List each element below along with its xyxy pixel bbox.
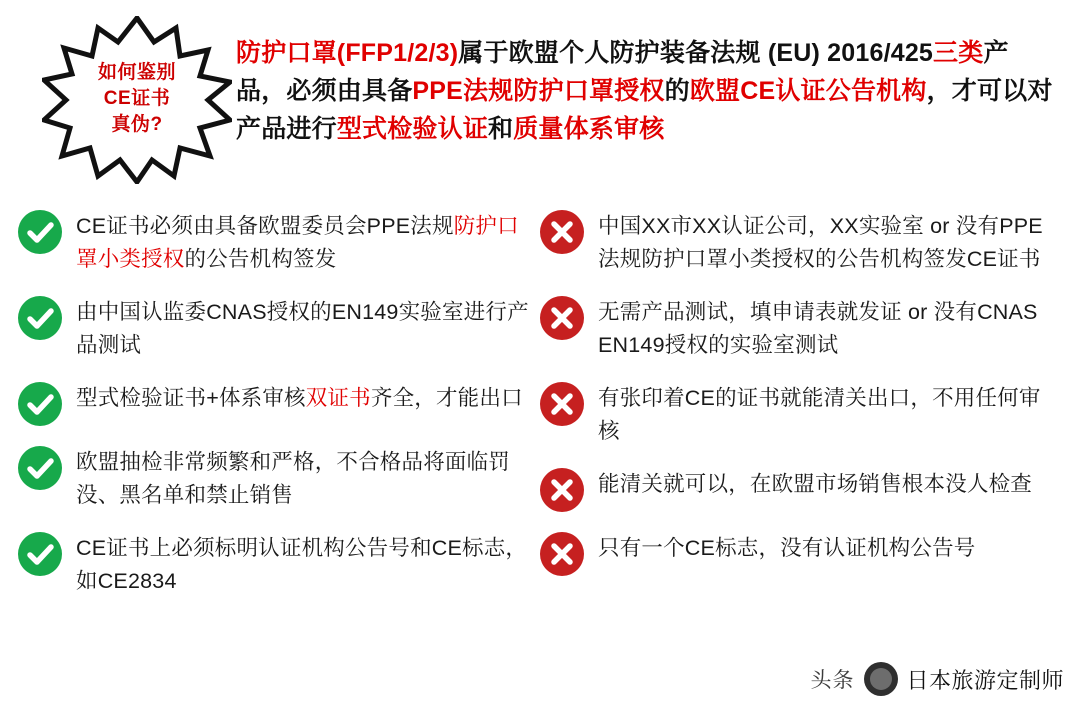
list-item-text: 只有一个CE标志，没有认证机构公告号 [598, 536, 976, 560]
seg-a: 型式检验证书+体系审核 [76, 386, 306, 410]
headline [236, 34, 1056, 148]
comparison-columns [0, 208, 1080, 678]
list-item-text [76, 380, 523, 415]
check-circle-icon [18, 532, 62, 576]
list-item-text: 无需产品测试，填申请表就发证 or 没有CNAS EN149授权的实验室测试 [598, 300, 1038, 357]
seg-b: 防护口罩小类授权 [76, 214, 519, 271]
header-banner [0, 0, 1080, 200]
cross-circle-icon [540, 468, 584, 512]
headline-seg-5: 的 [664, 77, 690, 105]
avatar-icon [864, 662, 898, 696]
headline-seg-7: ，才可以对产品进行 [236, 77, 1053, 143]
headline-seg-2: 三类 [933, 39, 984, 67]
list-item [18, 294, 538, 362]
seg-c: 齐全，才能出口 [370, 386, 523, 410]
check-circle-icon [18, 446, 62, 490]
check-circle-icon [18, 382, 62, 426]
list-item [540, 530, 1060, 576]
list-item [540, 294, 1060, 362]
list-item [18, 380, 538, 426]
list-item [18, 444, 538, 512]
starburst-text [42, 60, 232, 138]
burst-line-2: CE证书 [103, 88, 171, 109]
list-item-text: 有张印着CE的证书就能清关出口，不用任何审核 [598, 386, 1041, 443]
seg-c: 的公告机构签发 [184, 247, 337, 271]
headline-seg-0: 防护口罩(FFP1/2/3) [236, 39, 459, 67]
list-item [540, 466, 1060, 512]
list-item-text: 中国XX市XX认证公司，XX实验室 or 没有PPE法规防护口罩小类授权的公告机构签发CE证书 [598, 214, 1043, 271]
list-item-text: CE证书上必须标明认证机构公告号和CE标志，如CE2834 [76, 536, 528, 593]
headline-seg-4: PPE法规防护口罩授权 [412, 77, 665, 105]
list-item-text [76, 208, 531, 276]
list-item [18, 208, 538, 276]
correct-list [18, 208, 538, 608]
starburst-callout [42, 16, 232, 184]
list-item [18, 530, 538, 598]
list-item-text: 欧盟抽检非常频繁和严格，不合格品将面临罚没、黑名单和禁止销售 [76, 450, 511, 507]
check-circle-icon [18, 210, 62, 254]
list-item-text: 由中国认监委CNAS授权的EN149实验室进行产品测试 [76, 300, 529, 357]
headline-seg-10: 质量体系审核 [513, 115, 665, 143]
burst-line-3: 真伪? [111, 114, 163, 135]
list-item-text: 能清关就可以，在欧盟市场销售根本没人检查 [598, 472, 1033, 496]
headline-seg-1: 属于欧盟个人防护装备法规 (EU) 2016/425 [458, 39, 934, 67]
burst-line-1: 如何鉴别 [97, 62, 176, 83]
account-name: 日本旅游定制师 [906, 667, 1064, 693]
check-circle-icon [18, 296, 62, 340]
list-item [540, 208, 1060, 276]
cross-circle-icon [540, 532, 584, 576]
headline-seg-3: 产品，必须由具备 [236, 39, 1009, 105]
seg-b: 双证书 [305, 386, 371, 410]
footer-watermark [810, 659, 1064, 699]
cross-circle-icon [540, 382, 584, 426]
cross-circle-icon [540, 210, 584, 254]
headline-seg-8: 型式检验认证 [336, 115, 489, 143]
seg-a: CE证书必须由具备欧盟委员会PPE法规 [76, 214, 454, 238]
headline-seg-6: 欧盟CE认证公告机构 [689, 77, 927, 105]
cross-circle-icon [540, 296, 584, 340]
headline-seg-9: 和 [488, 115, 514, 143]
list-item [540, 380, 1060, 448]
incorrect-list [540, 208, 1060, 586]
platform-label: 头条 [810, 669, 855, 692]
